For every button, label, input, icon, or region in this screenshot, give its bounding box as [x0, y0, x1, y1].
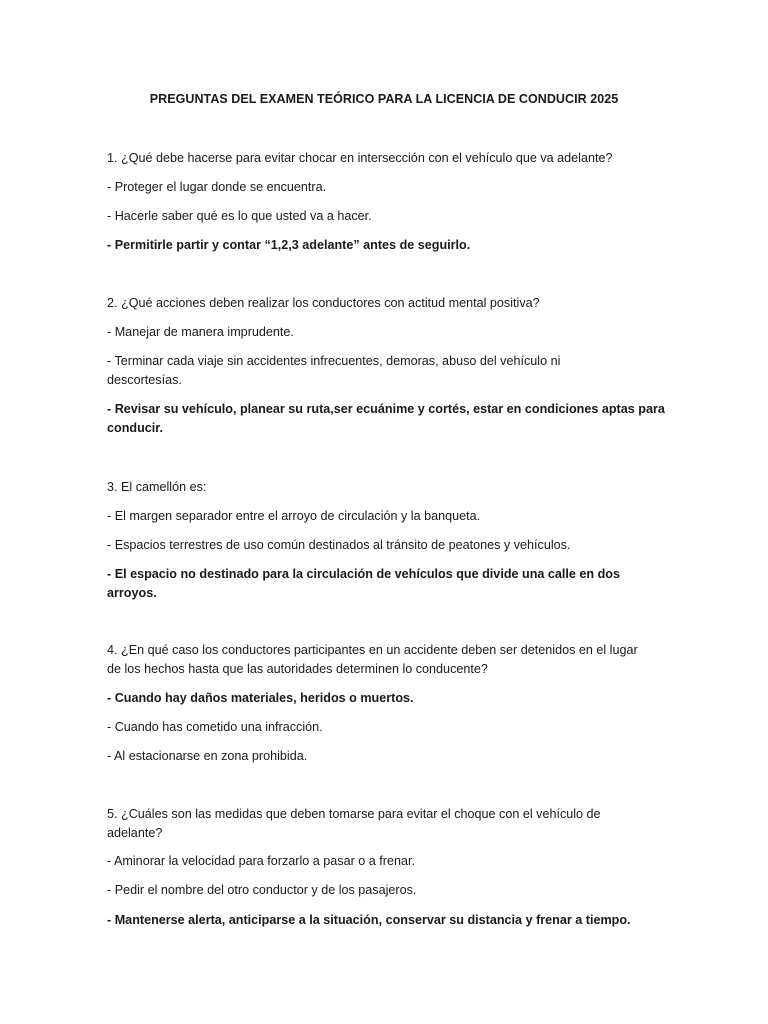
question-3-option-3-correct: - El espacio no destinado para la circulación de vehículos que divide una calle en dos arroyos.: [107, 567, 620, 600]
question-4-option-2: - Cuando has cometido una infracción.: [107, 720, 323, 734]
question-1-option-1: - Proteger el lugar donde se encuentra.: [107, 180, 327, 194]
question-5-option-1: - Aminorar la velocidad para forzarlo a pasar o a frenar.: [107, 854, 416, 868]
question-4: 4. ¿En qué caso los conductores participantes en un accidente deben ser detenidos en el lugar de los hechos hasta que las autoridades determinen lo conducente?: [107, 643, 638, 676]
question-3: 3. El camellón es:: [107, 480, 207, 494]
question-4-option-1-correct: - Cuando hay daños materiales, heridos o muertos.: [107, 691, 414, 705]
question-1-option-3-correct: - Permitirle partir y contar “1,2,3 adelante” antes de seguirlo.: [107, 238, 471, 252]
document-title: PREGUNTAS DEL EXAMEN TEÓRICO PARA LA LICENCIA DE CONDUCIR 2025: [149, 92, 619, 106]
question-4-option-3: - Al estacionarse en zona prohibida.: [107, 749, 308, 763]
question-1-option-2: - Hacerle saber qué es lo que usted va a hacer.: [107, 209, 372, 223]
question-1: 1. ¿Qué debe hacerse para evitar chocar en intersección con el vehículo que va adelante?: [107, 151, 613, 165]
question-3-option-2: - Espacios terrestres de uso común destinados al tránsito de peatones y vehículos.: [107, 538, 571, 552]
question-2-option-3-correct: - Revisar su vehículo, planear su ruta,ser ecuánime y cortés, estar en condiciones aptas para conducir.: [107, 402, 665, 435]
question-2-option-1: - Manejar de manera imprudente.: [107, 325, 294, 339]
question-3-option-1: - El margen separador entre el arroyo de circulación y la banqueta.: [107, 509, 481, 523]
question-5-option-2: - Pedir el nombre del otro conductor y de los pasajeros.: [107, 883, 417, 897]
question-2: 2. ¿Qué acciones deben realizar los conductores con actitud mental positiva?: [107, 296, 540, 310]
question-5-option-3-correct: - Mantenerse alerta, anticiparse a la situación, conservar su distancia y frenar a tiempo.: [107, 913, 631, 927]
question-5: 5. ¿Cuáles son las medidas que deben tomarse para evitar el choque con el vehículo de adelante?: [107, 807, 601, 840]
question-2-option-2: - Terminar cada viaje sin accidentes infrecuentes, demoras, abuso del vehículo ni descortesías.: [107, 354, 561, 387]
